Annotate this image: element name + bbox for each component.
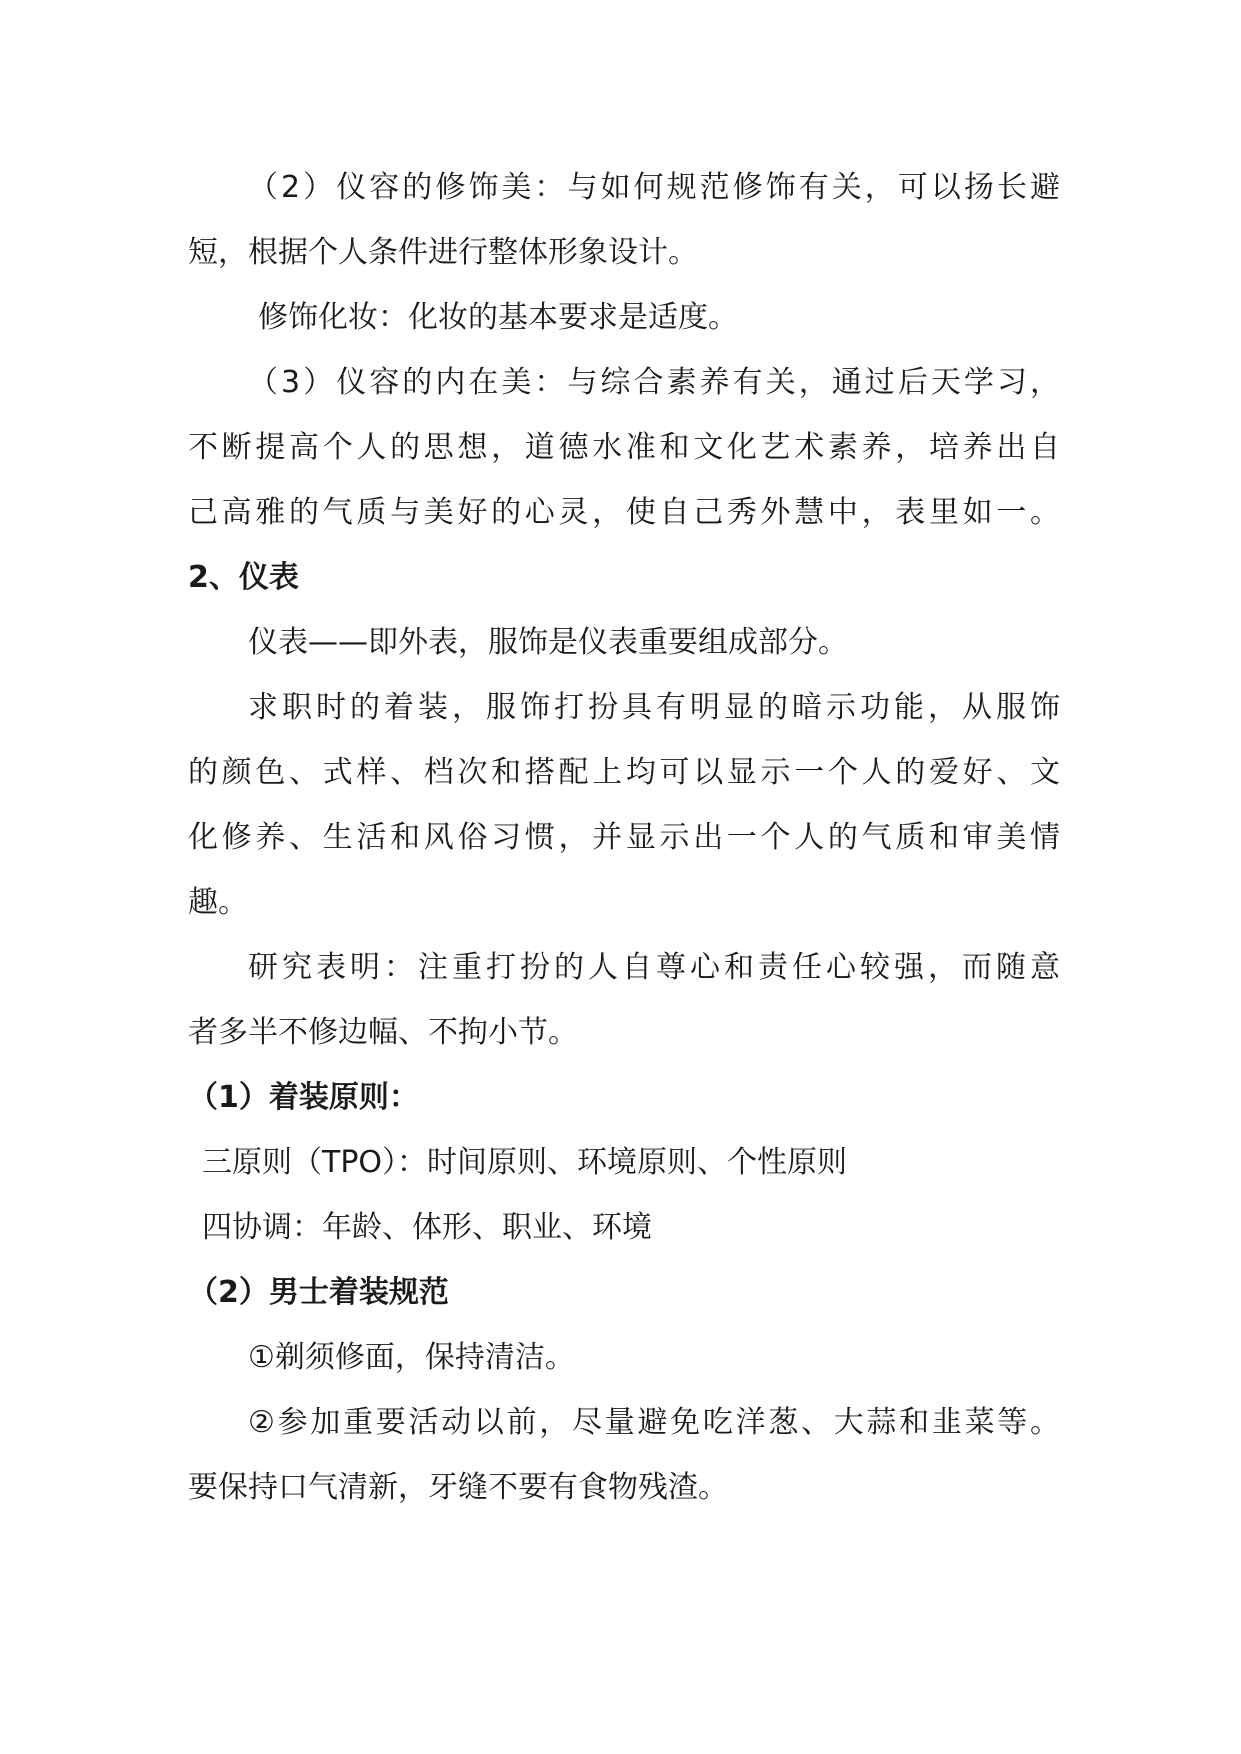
paragraph-line: ②参加重要活动以前，尽量避免吃洋葱、大蒜和韭菜等。 xyxy=(248,1405,1060,1440)
paragraph-line: 四协调：年龄、体形、职业、环境 xyxy=(202,1210,652,1245)
paragraph-line: 仪表——即外表，服饰是仪表重要组成部分。 xyxy=(248,625,848,660)
paragraph-line: 化修养、生活和风俗习惯，并显示出一个人的气质和审美情 xyxy=(188,820,1060,855)
paragraph-line: 己高雅的气质与美好的心灵，使自己秀外慧中，表里如一。 xyxy=(188,495,1060,530)
paragraph-line: 修饰化妆：化妆的基本要求是适度。 xyxy=(258,300,738,335)
paragraph-line: 短，根据个人条件进行整体形象设计。 xyxy=(188,235,698,270)
paragraph-line: 的颜色、式样、档次和搭配上均可以显示一个人的爱好、文 xyxy=(188,755,1060,790)
paragraph-line: （3）仪容的内在美：与综合素养有关，通过后天学习， xyxy=(248,365,1060,400)
paragraph-line: 趣。 xyxy=(188,885,248,920)
section-heading: 2、仪表 xyxy=(188,560,299,595)
paragraph-line: （2）仪容的修饰美：与如何规范修饰有关，可以扬长避 xyxy=(248,170,1060,205)
subsection-heading: （1）着装原则： xyxy=(188,1080,419,1115)
paragraph-line: 不断提高个人的思想，道德水准和文化艺术素养，培养出自 xyxy=(188,430,1060,465)
paragraph-line: 三原则（TPO）：时间原则、环境原则、个性原则 xyxy=(202,1145,848,1180)
paragraph-line: 研究表明：注重打扮的人自尊心和责任心较强，而随意 xyxy=(248,950,1060,985)
paragraph-line: 求职时的着装，服饰打扮具有明显的暗示功能，从服饰 xyxy=(248,690,1060,725)
paragraph-line: 者多半不修边幅、不拘小节。 xyxy=(188,1015,578,1050)
paragraph-line: 要保持口气清新，牙缝不要有食物残渣。 xyxy=(188,1470,728,1505)
document-body xyxy=(188,155,1060,1520)
paragraph-line: ①剃须修面，保持清洁。 xyxy=(248,1340,575,1375)
subsection-heading: （2）男士着装规范 xyxy=(188,1275,449,1310)
